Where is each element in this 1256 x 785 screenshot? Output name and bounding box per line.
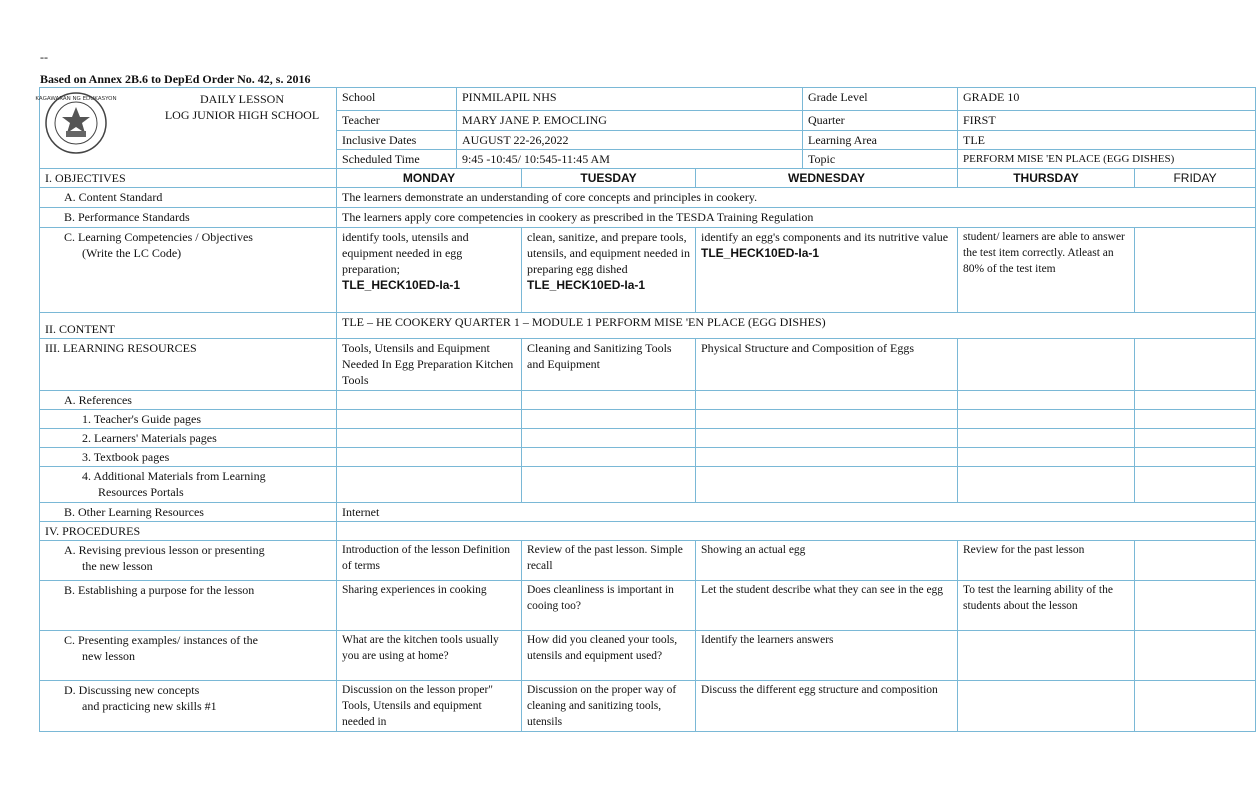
procedure-d-wednesday: Discuss the different egg structure and composition	[696, 681, 958, 732]
teacher-guide-label: 1. Teacher's Guide pages	[40, 410, 337, 429]
competency-wednesday-code: TLE_HECK10ED-Ia-1	[701, 246, 820, 260]
school-header-cell	[35, 88, 337, 169]
teacher-label: Teacher	[337, 111, 457, 131]
procedure-c-thursday	[958, 631, 1135, 681]
day-wednesday: WEDNESDAY	[696, 169, 958, 188]
competency-monday	[337, 228, 522, 313]
grade-label: Grade Level	[803, 88, 958, 111]
content-value: TLE – HE COOKERY QUARTER 1 – MODULE 1 PERFORM MISE 'EN PLACE (EGG DISHES)	[337, 313, 1256, 339]
procedure-c-label	[40, 631, 337, 681]
grade-value: GRADE 10	[958, 88, 1256, 111]
additional-materials-line2: Resources Portals	[98, 485, 184, 499]
deped-seal-icon	[35, 91, 117, 155]
day-monday: MONDAY	[337, 169, 522, 188]
resources-tuesday: Cleaning and Sanitizing Tools and Equipment	[522, 339, 696, 391]
procedure-d-thursday	[958, 681, 1135, 732]
performance-standards-value: The learners apply core competencies in cookery as prescribed in the TESDA Training Regulation	[337, 208, 1256, 228]
time-label: Scheduled Time	[337, 150, 457, 169]
other-resources-value: Internet	[337, 503, 1256, 522]
resources-thursday	[958, 339, 1135, 391]
competency-thursday: student/ learners are able to answer the test item correctly. Atleast an 80% of the test item	[958, 228, 1135, 313]
additional-materials-label	[40, 467, 337, 503]
procedure-a-tuesday: Review of the past lesson. Simple recall	[522, 541, 696, 581]
procedure-b-label: B. Establishing a purpose for the lesson	[40, 581, 337, 631]
competency-friday	[1135, 228, 1256, 313]
competency-tuesday-text: clean, sanitize, and prepare tools, utensils, and equipment needed in preparing egg dished	[527, 230, 690, 276]
dates-value: AUGUST 22-26,2022	[457, 131, 803, 150]
performance-standards-label: B. Performance Standards	[40, 208, 337, 228]
dates-label: Inclusive Dates	[337, 131, 457, 150]
daily-lesson-log-table	[35, 87, 1256, 732]
textbook-label: 3. Textbook pages	[40, 448, 337, 467]
school-type: LOG JUNIOR HIGH SCHOOL	[164, 108, 320, 122]
competency-tuesday	[522, 228, 696, 313]
procedure-a-friday	[1135, 541, 1256, 581]
other-resources-label: B. Other Learning Resources	[40, 503, 337, 522]
competency-tuesday-code: TLE_HECK10ED-Ia-1	[527, 278, 646, 292]
competency-wednesday-text: identify an egg's components and its nutritive value	[701, 230, 949, 244]
references-label: A. References	[40, 391, 337, 410]
additional-materials-line1: 4. Additional Materials from Learning	[82, 469, 266, 483]
learner-materials-label: 2. Learners' Materials pages	[40, 429, 337, 448]
seal-text: KAGAWARAN NG EDUKASYON	[35, 96, 117, 102]
day-tuesday: TUESDAY	[522, 169, 696, 188]
competencies-label-line1: C. Learning Competencies / Objectives	[64, 230, 253, 244]
day-thursday: THURSDAY	[958, 169, 1135, 188]
procedure-b-friday	[1135, 581, 1256, 631]
annex-reference: Based on Annex 2B.6 to DepEd Order No. 42, s. 2016	[40, 72, 311, 86]
resources-friday	[1135, 339, 1256, 391]
dll-title: DAILY LESSON	[199, 92, 285, 106]
procedure-c-line2: new lesson	[82, 649, 135, 663]
procedure-b-monday: Sharing experiences in cooking	[337, 581, 522, 631]
procedure-b-tuesday: Does cleanliness is important in cooing too?	[522, 581, 696, 631]
topic-value: PERFORM MISE 'EN PLACE (EGG DISHES)	[958, 150, 1256, 169]
procedure-a-wednesday: Showing an actual egg	[696, 541, 958, 581]
competency-monday-code: TLE_HECK10ED-Ia-1	[342, 278, 461, 292]
resources-label: III. LEARNING RESOURCES	[40, 339, 337, 391]
procedure-c-monday: What are the kitchen tools usually you are using at home?	[337, 631, 522, 681]
procedure-a-monday: Introduction of the lesson Definition of terms	[337, 541, 522, 581]
resources-wednesday: Physical Structure and Composition of Eggs	[696, 339, 958, 391]
procedure-b-thursday: To test the learning ability of the students about the lesson	[958, 581, 1135, 631]
competency-monday-text: identify tools, utensils and equipment needed in egg preparation;	[342, 230, 469, 276]
procedure-c-tuesday: How did you cleaned your tools, utensils and equipment used?	[522, 631, 696, 681]
resources-monday: Tools, Utensils and Equipment Needed In Egg Preparation Kitchen Tools	[337, 339, 522, 391]
procedure-a-line1: A. Revising previous lesson or presenting	[64, 543, 265, 557]
procedure-d-line2: and practicing new skills #1	[82, 699, 217, 713]
procedure-c-wednesday: Identify the learners answers	[696, 631, 958, 681]
procedure-c-friday	[1135, 631, 1256, 681]
competencies-label-line2: (Write the LC Code)	[82, 246, 182, 260]
procedures-label: IV. PROCEDURES	[40, 522, 337, 541]
content-standard-value: The learners demonstrate an understanding of core concepts and principles in cookery.	[337, 188, 1256, 208]
time-value: 9:45 -10:45/ 10:545-11:45 AM	[457, 150, 803, 169]
competencies-label	[40, 228, 337, 313]
procedure-a-line2: the new lesson	[82, 559, 153, 573]
objectives-heading: I. OBJECTIVES	[40, 169, 337, 188]
procedure-a-thursday: Review for the past lesson	[958, 541, 1135, 581]
quarter-label: Quarter	[803, 111, 958, 131]
quarter-value: FIRST	[958, 111, 1256, 131]
school-label: School	[337, 88, 457, 111]
procedure-d-friday	[1135, 681, 1256, 732]
competency-wednesday	[696, 228, 958, 313]
procedure-d-label	[40, 681, 337, 732]
procedure-b-wednesday: Let the student describe what they can see in the egg	[696, 581, 958, 631]
procedure-d-monday: Discussion on the lesson proper" Tools, Utensils and equipment needed in	[337, 681, 522, 732]
procedure-d-tuesday: Discussion on the proper way of cleaning and sanitizing tools, utensils	[522, 681, 696, 732]
procedure-a-label	[40, 541, 337, 581]
header-dashes: --	[40, 50, 48, 64]
area-label: Learning Area	[803, 131, 958, 150]
procedure-c-line1: C. Presenting examples/ instances of the	[64, 633, 258, 647]
content-standard-label: A. Content Standard	[40, 188, 337, 208]
topic-label: Topic	[803, 150, 958, 169]
area-value: TLE	[958, 131, 1256, 150]
content-label: II. CONTENT	[40, 313, 337, 339]
day-friday: FRIDAY	[1135, 169, 1256, 188]
school-value: PINMILAPIL NHS	[457, 88, 803, 111]
procedure-d-line1: D. Discussing new concepts	[64, 683, 200, 697]
teacher-value: MARY JANE P. EMOCLING	[457, 111, 803, 131]
